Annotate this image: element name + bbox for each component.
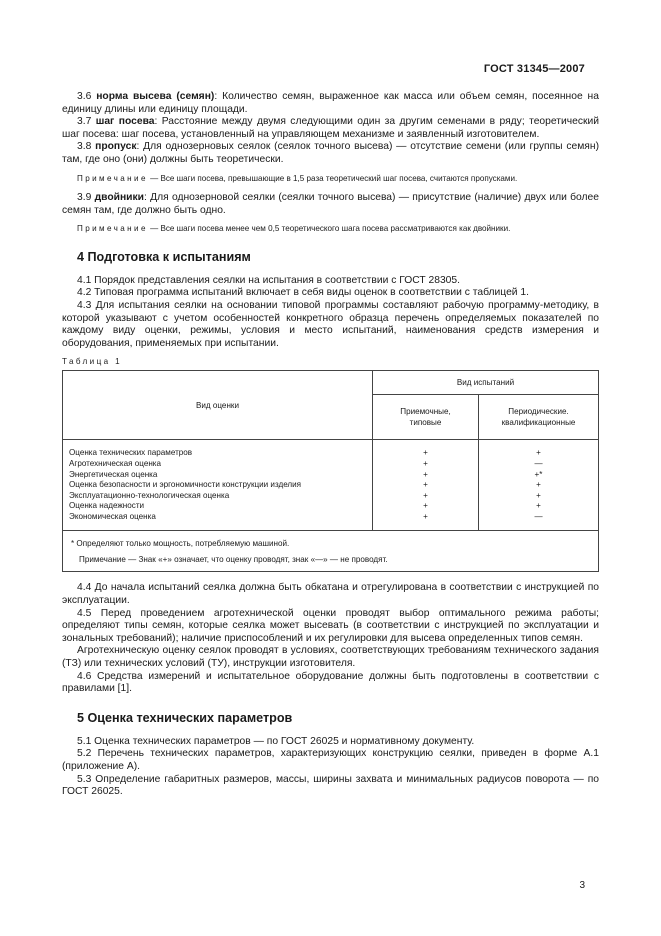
paragraph-4-2: 4.2 Типовая программа испытаний включает в себя виды оценок в соответствии с таблицей 1. <box>77 287 529 299</box>
table-row-name: Оценка безопасности и эргономичности конструкции изделия <box>69 480 302 490</box>
table-header-periodic: Периодические. квалификационные <box>479 394 599 440</box>
paragraph-4-4: 4.4 До начала испытаний сеялка должна быть обкатана и отрегулирована в соответствии с инструкцией по эксплуатации. <box>62 582 599 607</box>
evaluation-table <box>62 370 599 572</box>
table-names-column <box>63 440 373 531</box>
paragraph-4-1: 4.1 Порядок представления сеялки на испытания в соответствии с ГОСТ 28305. <box>77 274 460 286</box>
paragraph-4-3: 4.3 Для испытания сеялки на основании типовой программы составляют рабочую программу-методику, в которой указывают с учетом особенностей конкретного образца перечень определяемых показателей по каждому виду оценки, режимы, условия и место испытаний, наименования средств измерения и оборудования, применяемых при испытании. <box>62 299 599 349</box>
definition-3-9: 3.9 двойники: Для однозерновой сеялки (сеялки точного высева) — присутствие (наличие) двух или более семян там, где должно быть одно. <box>62 192 599 216</box>
table-periodic-column: + — +* + + + — <box>479 440 599 531</box>
section-4-title: 4 Подготовка к испытаниям <box>77 249 251 264</box>
definition-3-8: 3.8 пропуск: Для однозерновых сеялок (сеялок точного высева) — отсутствие семени (или группы семян) там, где оно (они) должны быть теоретически. <box>62 141 599 165</box>
table-footer <box>63 531 599 572</box>
note-3-8: Примечание — Все шаги посева, превышающие в 1,5 раза теоретический шаг посева, считаются пропусками. <box>77 173 518 183</box>
paragraph-5-2: 5.2 Перечень технических параметров, характеризующих конструкцию сеялки, приведен в форме А.1 (приложение А). <box>62 748 599 772</box>
table-acceptance-column: + + + + + + + <box>373 440 479 531</box>
paragraph-4-6: 4.6 Средства измерений и испытательное оборудование должны быть подготовлены в соответствии с правилами [1]. <box>62 670 599 695</box>
table-note: Примечание — Знак «+» означает, что оценку проводят, знак «—» — не проводят. <box>79 555 388 565</box>
table-header-acceptance: Приемочные, типовые <box>373 394 479 440</box>
table-header-test-type: Вид испытаний <box>373 371 599 394</box>
table-label: Таблица 1 <box>62 357 123 367</box>
table-row-name: Оценка надежности <box>69 501 145 511</box>
paragraph-5-3: 5.3 Определение габаритных размеров, массы, ширины захвата и минимальных радиусов поворота — по ГОСТ 26025. <box>62 773 599 798</box>
table-footnote: * Определяют только мощность, потребляемую машиной. <box>71 539 290 549</box>
paragraph-4-5: 4.5 Перед проведением агротехнической оценки проводят выбор оптимального режима работы; определяют типы семян, которые сеялка может высевать (в соответствии с инструкцией по эксплуатации и зональных требований); наличие приспособлений и их регулировки для высева определенных типов семян. <box>62 607 599 644</box>
page-number: 3 <box>579 880 585 891</box>
section-5-title: 5 Оценка технических параметров <box>77 710 293 725</box>
definition-3-6: 3.6 норма высева (семян): Количество семян, выраженное как масса или объем семян, посеянное на единицу длины или единицу площади. <box>62 91 599 115</box>
page-content <box>62 91 599 799</box>
note-3-9: Примечание — Все шаги посева менее чем 0,5 теоретического шага посева рассматриваются как двойники. <box>77 224 511 234</box>
table-row-name: Энергетическая оценка <box>69 469 158 479</box>
standard-header: ГОСТ 31345—2007 <box>483 63 585 75</box>
definition-3-7: 3.7 шаг посева: Расстояние между двумя следующими один за другим семенами в ряду; теоретический шаг посева: шаг посева, установленный на управляющем механизме и заявленный изготовителем. <box>62 116 599 140</box>
paragraph-5-1: 5.1 Оценка технических параметров — по ГОСТ 26025 и нормативному документу. <box>77 735 475 747</box>
table-row-name: Агротехническая оценка <box>69 458 162 468</box>
table-row-name: Оценка технических параметров <box>69 448 193 458</box>
table-row-name: Экономическая оценка <box>69 511 156 521</box>
table-header-evaluation-type: Вид оценки <box>63 371 373 440</box>
paragraph-4-5b: Агротехническую оценку сеялок проводят в условиях, соответствующих требованиям технического задания (ТЗ) или технических условий (ТУ), инструкции изготовителя. <box>62 645 599 670</box>
table-row-name: Эксплуатационно-технологическая оценка <box>69 490 230 500</box>
